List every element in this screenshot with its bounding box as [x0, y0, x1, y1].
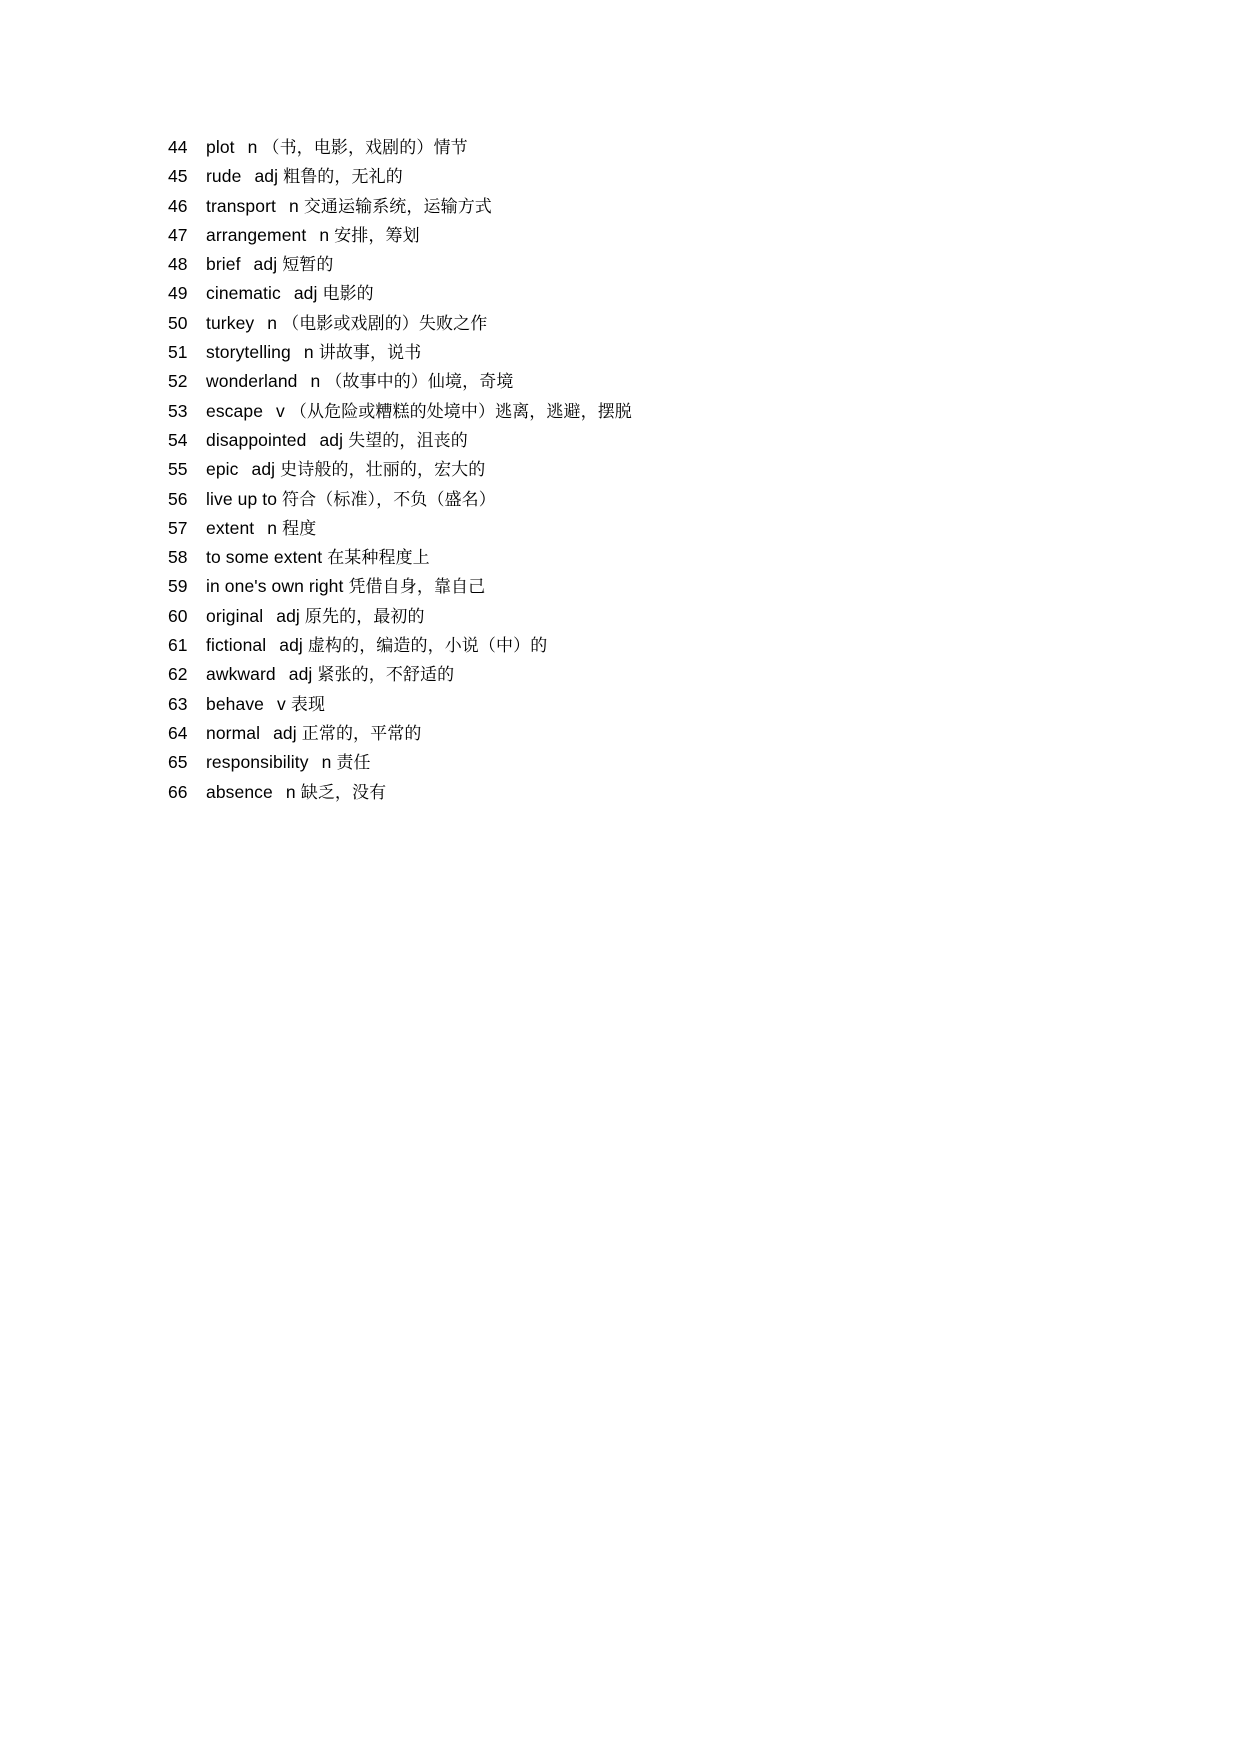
entry-number: 65 — [168, 752, 188, 773]
entry-number: 50 — [168, 312, 188, 333]
entry-word: plot — [206, 137, 235, 157]
entry-translation: 短暂的 — [282, 255, 334, 276]
list-item — [168, 719, 1068, 748]
entry-word: absence — [206, 781, 273, 802]
entry-part-of-speech: adj — [273, 722, 297, 743]
entry-number: 52 — [168, 371, 188, 392]
list-item — [168, 514, 1068, 543]
entry-word: to some extent — [206, 547, 323, 568]
list-item — [168, 602, 1068, 631]
entry-translation: 虚构的，编造的，小说（中）的 — [307, 636, 548, 657]
entry-part-of-speech: adj — [251, 459, 276, 480]
entry-content — [206, 250, 334, 280]
entry-number: 45 — [168, 166, 188, 187]
entry-part-of-speech: v — [277, 693, 286, 714]
entry-translation: 史诗般的，壮丽的，宏大的 — [280, 460, 486, 481]
entry-part-of-speech: n — [319, 224, 330, 245]
entry-part-of-speech: adj — [288, 664, 313, 685]
entry-content — [206, 426, 468, 456]
entry-number: 61 — [168, 635, 188, 656]
entry-word: fictional — [206, 635, 267, 656]
entry-word: arrangement — [206, 224, 307, 245]
list-item — [168, 279, 1068, 308]
entry-number: 53 — [168, 400, 188, 421]
entry-content — [206, 748, 371, 778]
entry-content — [206, 631, 547, 661]
entry-word: turkey — [206, 312, 255, 333]
entry-word: responsibility — [206, 752, 309, 773]
entry-translation: 凭借自身，靠自己 — [348, 577, 486, 598]
list-item — [168, 397, 1068, 426]
list-item — [168, 221, 1068, 250]
entry-translation: 程度 — [282, 518, 317, 539]
entry-part-of-speech: n — [303, 342, 314, 363]
list-item — [168, 133, 1068, 162]
entry-word: in one's own right — [206, 576, 344, 597]
entry-translation: 符合（标准），不负（盛名） — [282, 489, 496, 510]
entry-content — [206, 455, 485, 485]
list-item — [168, 162, 1068, 191]
list-item — [168, 572, 1068, 601]
entry-word: brief — [206, 254, 241, 275]
entry-word: disappointed — [206, 429, 307, 450]
entry-content — [206, 309, 487, 339]
entry-content — [206, 602, 425, 632]
entry-part-of-speech: adj — [279, 635, 303, 656]
list-item — [168, 367, 1068, 396]
list-item — [168, 250, 1068, 279]
entry-word: escape — [206, 400, 264, 421]
entry-number: 59 — [168, 576, 188, 597]
entry-translation: 讲故事，说书 — [318, 343, 422, 364]
entry-word: normal — [206, 722, 261, 743]
entry-translation: 电影的 — [322, 284, 374, 305]
entry-content — [206, 719, 421, 749]
entry-number: 66 — [168, 781, 188, 802]
entry-word: live up to — [206, 488, 278, 509]
entry-number: 60 — [168, 605, 188, 626]
entry-number: 46 — [168, 195, 188, 216]
entry-part-of-speech: adj — [253, 254, 278, 275]
list-item — [168, 660, 1068, 689]
entry-content — [206, 133, 468, 163]
entry-number: 57 — [168, 517, 188, 538]
entry-word: wonderland — [206, 371, 298, 392]
entry-part-of-speech: n — [267, 312, 278, 333]
entry-content — [206, 192, 492, 222]
list-item — [168, 778, 1068, 807]
entry-content — [206, 279, 374, 309]
entry-word: original — [206, 605, 264, 626]
entry-translation: （书，电影，戏剧的）情节 — [262, 138, 468, 158]
list-item — [168, 455, 1068, 484]
entry-translation: 表现 — [290, 694, 326, 715]
entry-translation: 在某种程度上 — [327, 548, 430, 569]
entry-translation: 缺乏，没有 — [300, 782, 387, 803]
entry-content — [206, 485, 496, 515]
entry-content — [206, 572, 485, 602]
entry-word: cinematic — [206, 283, 281, 304]
entry-translation: 正常的，平常的 — [301, 723, 422, 744]
entry-word: behave — [206, 693, 265, 714]
entry-translation: （从危险或糟糕的处境中）逃离，逃避，摆脱 — [289, 401, 632, 422]
entry-content — [206, 367, 513, 397]
list-item — [168, 748, 1068, 777]
entry-content — [206, 514, 316, 544]
entry-word: rude — [206, 166, 242, 187]
entry-word: storytelling — [206, 342, 291, 363]
list-item — [168, 631, 1068, 660]
entry-number: 48 — [168, 254, 188, 275]
entry-translation: 粗鲁的，无礼的 — [283, 167, 403, 188]
vocabulary-list — [168, 133, 1068, 807]
entry-part-of-speech: n — [285, 781, 296, 802]
entry-content — [206, 660, 454, 690]
entry-part-of-speech: n — [267, 517, 278, 538]
entry-number: 49 — [168, 283, 188, 304]
entry-translation: 交通运输系统，运输方式 — [303, 196, 492, 217]
list-item — [168, 690, 1068, 719]
entry-number: 54 — [168, 429, 188, 450]
entry-number: 56 — [168, 488, 188, 509]
entry-part-of-speech: n — [321, 752, 332, 773]
entry-content — [206, 162, 403, 192]
entry-word: extent — [206, 517, 255, 538]
entry-content — [206, 690, 325, 720]
entry-translation: 失望的，沮丧的 — [348, 430, 468, 451]
list-item — [168, 309, 1068, 338]
entry-number: 64 — [168, 722, 188, 743]
entry-translation: 责任 — [336, 753, 371, 774]
entry-content — [206, 221, 420, 251]
list-item — [168, 485, 1068, 514]
entry-content — [206, 543, 430, 573]
list-item — [168, 192, 1068, 221]
entry-translation: （电影或戏剧的）失败之作 — [282, 313, 488, 334]
entry-number: 44 — [168, 137, 188, 157]
entry-translation: 原先的，最初的 — [304, 606, 425, 627]
entry-content — [206, 778, 386, 808]
entry-number: 55 — [168, 459, 188, 480]
entry-part-of-speech: adj — [254, 166, 279, 187]
list-item — [168, 543, 1068, 572]
list-item — [168, 338, 1068, 367]
entry-number: 62 — [168, 664, 188, 685]
entry-word: awkward — [206, 664, 276, 685]
entry-word: transport — [206, 195, 276, 216]
entry-content — [206, 338, 421, 368]
entry-content — [206, 397, 632, 427]
entry-translation: 安排，筹划 — [334, 225, 420, 246]
entry-translation: （故事中的）仙境，奇境 — [325, 372, 514, 393]
entry-part-of-speech: n — [288, 195, 299, 216]
entry-part-of-speech: adj — [293, 283, 318, 304]
entry-number: 47 — [168, 224, 188, 245]
entry-part-of-speech: v — [276, 400, 285, 421]
entry-part-of-speech: adj — [276, 605, 300, 626]
entry-part-of-speech: n — [310, 371, 321, 392]
entry-number: 51 — [168, 342, 188, 363]
entry-number: 58 — [168, 547, 188, 568]
list-item — [168, 426, 1068, 455]
entry-part-of-speech: adj — [319, 429, 344, 450]
entry-word: epic — [206, 459, 239, 480]
entry-number: 63 — [168, 693, 188, 714]
entry-translation: 紧张的，不舒适的 — [317, 665, 455, 686]
entry-part-of-speech: n — [247, 137, 258, 157]
